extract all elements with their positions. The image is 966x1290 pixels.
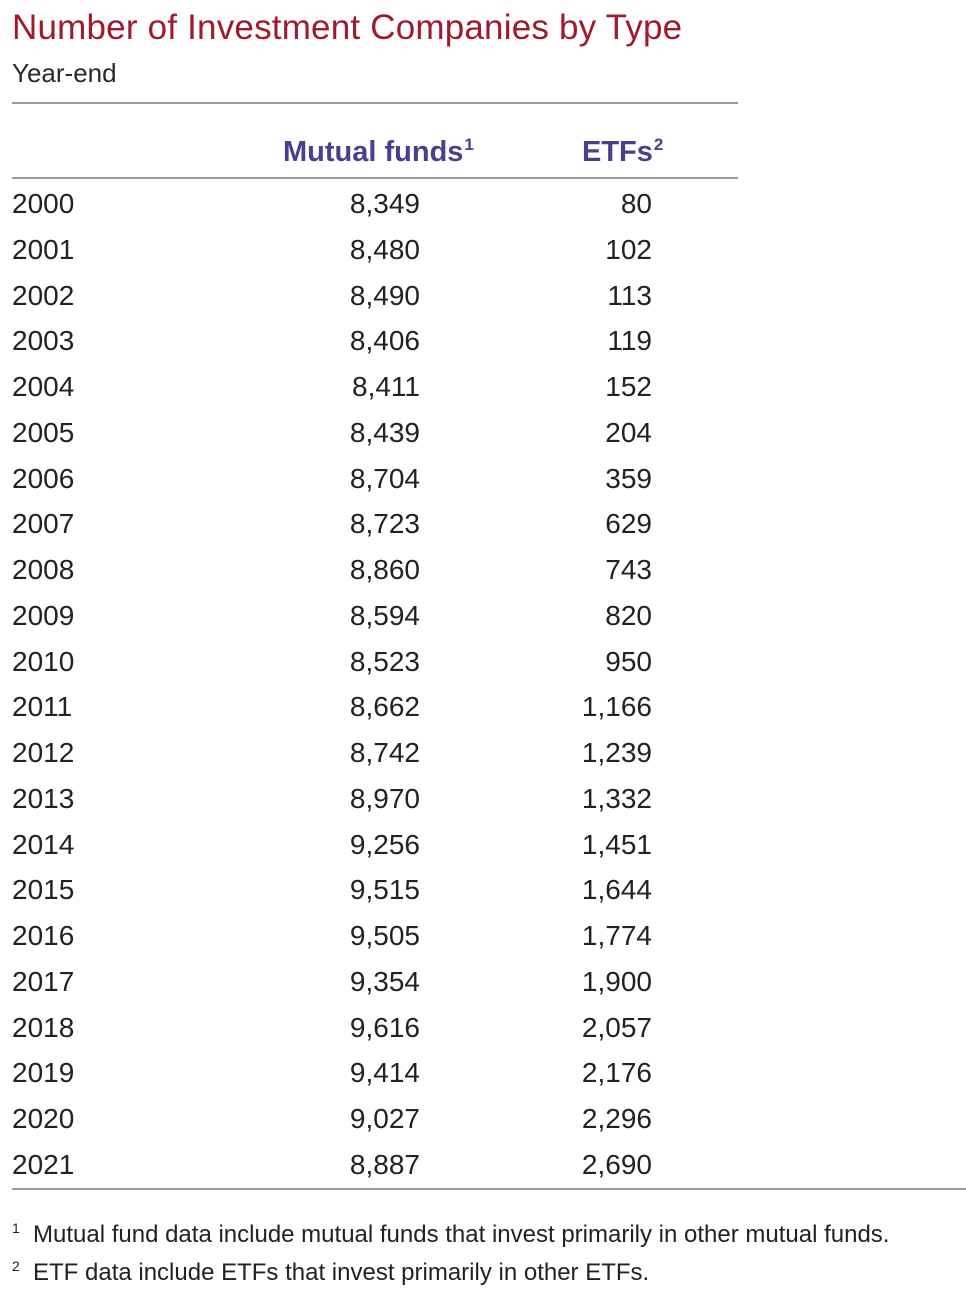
row-mutual-funds-value: 8,723 (349, 508, 420, 540)
row-etfs-value: 2,690 (581, 1148, 652, 1180)
column-header-mutual-funds (283, 136, 474, 169)
row-etfs-value: 1,774 (581, 920, 652, 951)
table-row (0, 273, 740, 319)
table-row (0, 364, 740, 410)
chart-title: Number of Investment Companies by Type (12, 8, 683, 47)
row-etfs-value: 1,644 (581, 874, 652, 906)
footnote-mark-2: 2 (653, 135, 664, 154)
row-etfs-value: 2,057 (581, 1011, 652, 1043)
column-header-etfs (582, 136, 663, 169)
row-mutual-funds-value: 8,742 (349, 737, 420, 768)
row-etfs-value: 2,296 (581, 1103, 652, 1134)
row-year: 2016 (12, 920, 75, 951)
row-year: 2002 (12, 279, 75, 311)
row-mutual-funds-value: 8,860 (349, 554, 420, 585)
table-row (0, 1096, 740, 1142)
row-etfs-value: 1,332 (581, 782, 652, 814)
row-etfs-value: 204 (605, 416, 652, 448)
table-row (0, 318, 740, 364)
table-row (0, 730, 740, 776)
column-header-mutual-funds-label: Mutual funds (283, 136, 464, 168)
row-year: 2007 (12, 508, 75, 540)
row-year: 2006 (12, 462, 75, 494)
row-mutual-funds-value: 8,662 (349, 691, 420, 723)
row-etfs-value: 359 (605, 462, 652, 494)
row-year: 2005 (12, 416, 75, 448)
row-year: 2018 (12, 1011, 75, 1043)
row-year: 2021 (12, 1148, 75, 1180)
row-mutual-funds-value: 8,970 (349, 782, 420, 814)
row-year: 2014 (12, 828, 75, 860)
row-mutual-funds-value: 8,887 (349, 1148, 420, 1180)
table-row (0, 1142, 740, 1188)
row-mutual-funds-value: 9,256 (349, 828, 420, 860)
table-row (0, 639, 740, 685)
row-year: 2010 (12, 645, 75, 677)
footnote-mark-1: 1 (464, 135, 474, 154)
table-row (0, 227, 740, 273)
row-year: 2004 (12, 371, 75, 402)
row-mutual-funds-value: 8,439 (349, 416, 420, 448)
row-mutual-funds-value: 8,704 (349, 462, 420, 494)
row-year: 2013 (12, 782, 75, 814)
row-year: 2017 (12, 965, 75, 997)
row-etfs-value: 80 (620, 188, 652, 219)
row-year: 2019 (12, 1057, 75, 1089)
row-mutual-funds-value: 9,616 (349, 1011, 420, 1043)
table-row (0, 456, 740, 502)
row-etfs-value: 1,900 (581, 965, 652, 997)
row-etfs-value: 820 (605, 599, 652, 631)
row-year: 2020 (12, 1103, 75, 1134)
top-rule (12, 102, 738, 104)
row-etfs-value: 950 (605, 645, 652, 677)
table-row (0, 867, 740, 913)
row-mutual-funds-value: 8,490 (349, 279, 420, 311)
table-row (0, 410, 740, 456)
row-year: 2015 (12, 874, 75, 906)
row-year: 2009 (12, 599, 75, 631)
table-row (0, 684, 740, 730)
footnote-2: $^2$ ETF data include ETFs that invest primarily in other ETFs. (12, 1258, 650, 1286)
row-year: 2000 (12, 188, 75, 219)
row-etfs-value: 1,166 (581, 691, 652, 723)
row-mutual-funds-value: 8,411 (352, 371, 420, 402)
bottom-rule (12, 1188, 966, 1190)
table-row (0, 181, 740, 227)
row-etfs-value: 102 (605, 233, 652, 265)
row-etfs-value: 1,451 (581, 828, 652, 860)
row-mutual-funds-value: 9,515 (349, 874, 420, 906)
table-row (0, 913, 740, 959)
footnote-1-text: Mutual fund data include mutual funds that invest primarily in other mutual funds. (33, 1221, 890, 1248)
row-year: 2012 (12, 737, 75, 768)
row-etfs-value: 119 (607, 325, 652, 357)
row-etfs-value: 152 (605, 371, 652, 402)
row-mutual-funds-value: 8,523 (349, 645, 420, 677)
row-mutual-funds-value: 8,480 (349, 233, 420, 265)
table-row (0, 1005, 740, 1051)
row-mutual-funds-value: 8,594 (349, 599, 420, 631)
row-mutual-funds-value: 9,414 (349, 1057, 420, 1089)
table-row (0, 593, 740, 639)
header-rule (12, 177, 738, 179)
row-mutual-funds-value: 9,027 (349, 1103, 420, 1134)
row-year: 2011 (12, 691, 73, 723)
table-row (0, 501, 740, 547)
table-row (0, 959, 740, 1005)
row-etfs-value: 2,176 (581, 1057, 652, 1089)
row-etfs-value: 1,239 (581, 737, 652, 768)
row-year: 2003 (12, 325, 75, 357)
row-mutual-funds-value: 8,406 (349, 325, 420, 357)
row-mutual-funds-value: 9,354 (349, 965, 420, 997)
footnote-2-text: ETF data include ETFs that invest primarily in other ETFs. (33, 1259, 650, 1286)
row-etfs-value: 743 (605, 554, 652, 585)
row-mutual-funds-value: 8,349 (349, 188, 420, 219)
row-mutual-funds-value: 9,505 (349, 920, 420, 951)
row-year: 2001 (12, 233, 75, 265)
row-year: 2008 (12, 554, 75, 585)
footnote-1: $^1$ Mutual fund data include mutual funds that invest primarily in other mutual funds. (12, 1220, 890, 1248)
chart-subtitle: Year-end (12, 58, 117, 88)
table-row (0, 822, 740, 868)
column-header-etfs-label: ETFs (582, 136, 653, 168)
row-etfs-value: 629 (605, 508, 652, 540)
row-etfs-value: 113 (607, 279, 652, 311)
table-row (0, 547, 740, 593)
table-row (0, 1050, 740, 1096)
table-row (0, 776, 740, 822)
